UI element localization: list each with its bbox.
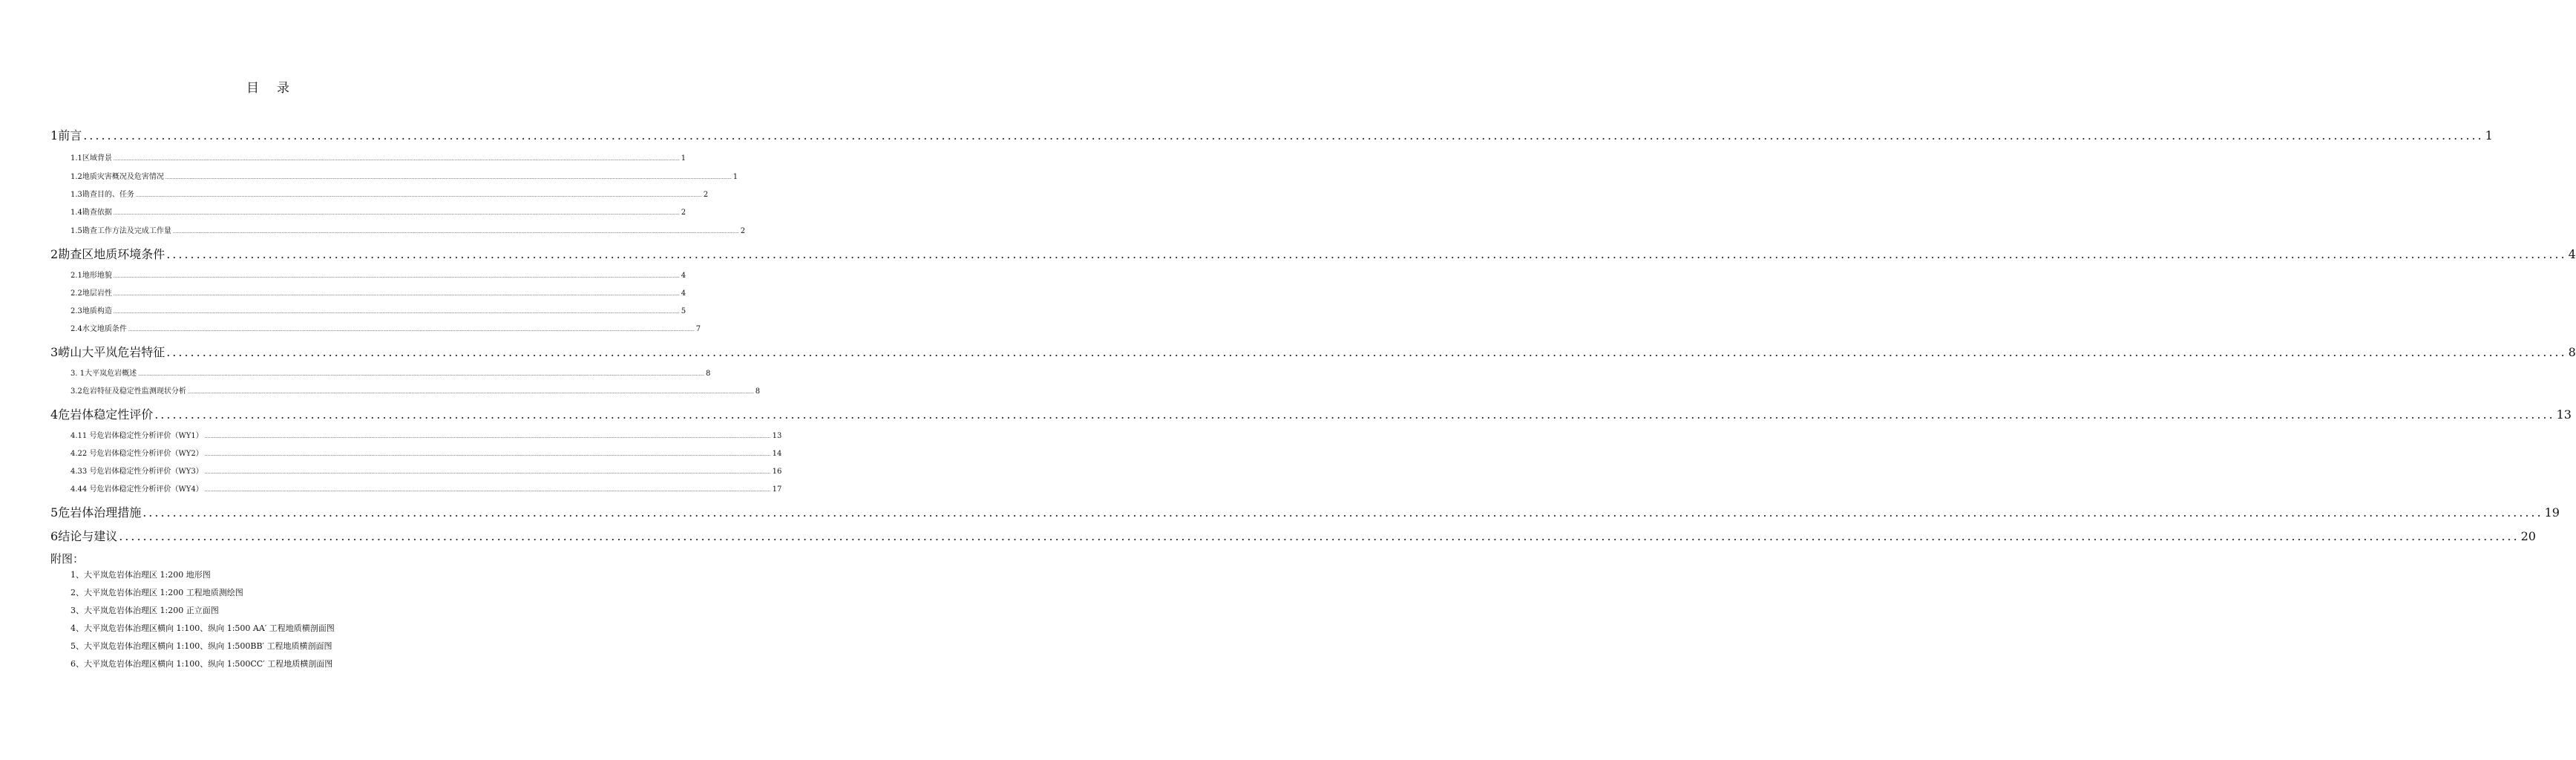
appendix-item: 6、大平岚危岩体治理区横向 1:100、纵向 1:500CC′ 工程地质横剖面图 xyxy=(71,659,333,669)
toc-entry-number: 5 xyxy=(50,505,59,520)
toc-entry-page: 8 xyxy=(2568,345,2576,359)
toc-entry[interactable] xyxy=(71,322,701,334)
toc-entry-number: 4.3 xyxy=(71,468,82,476)
toc-entry-page: 4 xyxy=(681,272,686,280)
toc-entry-label: 水文地质条件 xyxy=(82,325,127,333)
toc-leader-dots: ................................................................................................................................................................................................................................................................................................................................................................................................................ xyxy=(119,529,2520,543)
toc-entry-page: 1 xyxy=(2485,128,2493,142)
toc-entry[interactable] xyxy=(50,405,2572,423)
toc-entry[interactable] xyxy=(71,269,686,281)
toc-entry-number: 1.5 xyxy=(71,227,82,235)
toc-entry[interactable] xyxy=(71,188,709,200)
toc-entry-page: 2 xyxy=(703,191,709,199)
toc-leader-dots: ................................................................................................................................................................................................................................................................................................................................................................................................................ xyxy=(142,505,2543,520)
toc-entry-number: 2 xyxy=(50,247,59,261)
toc-entry-page: 1 xyxy=(681,154,686,163)
toc-entry[interactable] xyxy=(71,429,782,441)
toc-leader-dots: ................................................................................................................................................................................................................................................................................................................................................................................................................ xyxy=(204,488,771,493)
toc-leader-dots: ................................................................................................................................................................................................................................................................................................................................................................................................................ xyxy=(113,309,680,315)
toc-entry-label: 1 号危岩体稳定性分析评价（WY1） xyxy=(82,432,203,440)
toc-entry-label: 大平岚危岩概述 xyxy=(85,370,137,378)
toc-entry-page: 4 xyxy=(2568,247,2576,261)
toc-entry-label: 勘查依据 xyxy=(82,209,112,217)
toc-entry-label: 2 号危岩体稳定性分析评价（WY2） xyxy=(82,450,203,458)
toc-entry-label: 4 号危岩体稳定性分析评价（WY4） xyxy=(82,485,203,494)
toc-entry-page: 7 xyxy=(695,325,701,333)
toc-entry-number: 1.3 xyxy=(71,191,82,199)
toc-leader-dots: ................................................................................................................................................................................................................................................................................................................................................................................................................ xyxy=(138,372,704,377)
toc-entry[interactable] xyxy=(71,206,686,217)
appendix-item: 4、大平岚危岩体治理区横向 1:100、纵向 1:500 AA′ 工程地质横剖面图 xyxy=(71,623,335,633)
toc-entry-label: 勘查工作方法及完成工作量 xyxy=(82,227,171,235)
toc-leader-dots: ................................................................................................................................................................................................................................................................................................................................................................................................................ xyxy=(113,274,680,279)
toc-entry-number: 3.2 xyxy=(71,387,82,396)
toc-entry-number: 1.1 xyxy=(71,154,82,163)
toc-leader-dots: ................................................................................................................................................................................................................................................................................................................................................................................................................ xyxy=(204,470,771,475)
toc-entry-number: 2.1 xyxy=(71,272,82,280)
toc-entry-label: 结论与建议 xyxy=(58,529,118,543)
toc-entry-number: 2.2 xyxy=(71,289,82,298)
toc-entry[interactable] xyxy=(71,224,746,236)
toc-leader-dots: ................................................................................................................................................................................................................................................................................................................................................................................................................ xyxy=(166,345,2567,359)
page-title-char-1: 目 xyxy=(246,81,260,96)
toc-entry[interactable] xyxy=(71,367,711,379)
toc-entry-page: 14 xyxy=(772,450,782,458)
toc-entry-page: 2 xyxy=(681,209,686,217)
toc-leader-dots: ................................................................................................................................................................................................................................................................................................................................................................................................................ xyxy=(113,292,680,297)
toc-entry[interactable] xyxy=(50,503,2560,521)
toc-entry[interactable] xyxy=(71,286,686,298)
toc-entry-label: 危岩体治理措施 xyxy=(58,505,142,520)
toc-entry-number: 4.4 xyxy=(71,485,82,494)
toc-leader-dots: ................................................................................................................................................................................................................................................................................................................................................................................................................ xyxy=(166,247,2567,261)
toc-entry-number: 3 xyxy=(50,345,59,359)
toc-entry-label: 3 号危岩体稳定性分析评价（WY3） xyxy=(82,468,203,476)
appendix-item: 2、大平岚危岩体治理区 1:200 工程地质测绘图 xyxy=(71,588,243,597)
toc-entry-number: 4 xyxy=(50,407,59,422)
toc-leader-dots: ................................................................................................................................................................................................................................................................................................................................................................................................................ xyxy=(165,175,732,180)
toc-entry-page: 19 xyxy=(2544,505,2560,520)
toc-entry-label: 地形地貌 xyxy=(82,272,112,280)
toc-entry-number: 2.4 xyxy=(71,325,82,333)
toc-entry-page: 8 xyxy=(755,387,761,396)
toc-leader-dots: ................................................................................................................................................................................................................................................................................................................................................................................................................ xyxy=(204,452,771,457)
toc-leader-dots: ................................................................................................................................................................................................................................................................................................................................................................................................................ xyxy=(187,390,754,395)
toc-entry-number: 4.1 xyxy=(71,432,82,440)
toc-entry-page: 16 xyxy=(772,468,782,476)
appendix-item: 1、大平岚危岩体治理区 1:200 地形图 xyxy=(71,570,211,580)
toc-entry-number: 1 xyxy=(50,128,59,142)
toc-entry-page: 8 xyxy=(705,370,711,378)
toc-entry-page: 4 xyxy=(681,289,686,298)
page-title xyxy=(0,77,537,96)
toc-entry-label: 地质构造 xyxy=(82,307,112,315)
toc-entry-number: 1.2 xyxy=(71,173,82,181)
toc-entry-label: 前言 xyxy=(58,128,82,142)
appendix-title: 附图： xyxy=(50,552,85,566)
appendix-item: 5、大平岚危岩体治理区横向 1:100、纵向 1:500BB′ 工程地质横剖面图 xyxy=(71,641,332,651)
toc-entry-number: 2.3 xyxy=(71,307,82,315)
appendix-item: 3、大平岚危岩体治理区 1:200 正立面图 xyxy=(71,606,219,615)
toc-entry[interactable] xyxy=(50,527,2536,545)
toc-entry-label: 地质灾害概况及危害情况 xyxy=(82,173,164,181)
toc-entry[interactable] xyxy=(71,304,686,316)
toc-entry[interactable] xyxy=(71,151,686,163)
toc-entry[interactable] xyxy=(71,447,782,459)
toc-entry-label: 危岩特征及稳定性监测现状分析 xyxy=(82,387,186,396)
toc-leader-dots: ................................................................................................................................................................................................................................................................................................................................................................................................................ xyxy=(128,327,695,332)
toc-entry-label: 勘查目的、任务 xyxy=(82,191,134,199)
toc-entry-page: 5 xyxy=(681,307,686,315)
toc-leader-dots: ................................................................................................................................................................................................................................................................................................................................................................................................................ xyxy=(113,157,680,162)
toc-entry-page: 2 xyxy=(740,227,746,235)
toc-entry-page: 13 xyxy=(2556,407,2572,422)
toc-entry-label: 勘查区地质环境条件 xyxy=(58,247,165,261)
toc-entry[interactable] xyxy=(50,245,2576,263)
toc-entry-label: 区域背景 xyxy=(82,154,112,163)
toc-entry-number: 3. 1 xyxy=(71,370,85,378)
toc-entry[interactable] xyxy=(71,384,761,396)
toc-entry-number: 1.4 xyxy=(71,209,82,217)
toc-entry-number: 6 xyxy=(50,529,59,543)
toc-entry-number: 4.2 xyxy=(71,450,82,458)
toc-entry-page: 13 xyxy=(772,432,782,440)
toc-entry[interactable] xyxy=(50,343,2576,361)
toc-leader-dots: ................................................................................................................................................................................................................................................................................................................................................................................................................ xyxy=(83,128,2484,142)
toc-leader-dots: ................................................................................................................................................................................................................................................................................................................................................................................................................ xyxy=(172,229,739,235)
toc-entry[interactable] xyxy=(71,465,782,476)
toc-entry-page: 17 xyxy=(772,485,782,494)
toc-entry-label: 崂山大平岚危岩特征 xyxy=(58,345,165,359)
toc-entry-label: 地层岩性 xyxy=(82,289,112,298)
toc-leader-dots: ................................................................................................................................................................................................................................................................................................................................................................................................................ xyxy=(113,211,680,216)
toc-leader-dots: ................................................................................................................................................................................................................................................................................................................................................................................................................ xyxy=(204,434,771,439)
toc-entry-page: 20 xyxy=(2520,529,2536,543)
toc-entry-label: 危岩体稳定性评价 xyxy=(58,407,154,422)
toc-entry[interactable] xyxy=(71,482,782,494)
page-title-char-2: 录 xyxy=(277,81,291,96)
toc-entry-page: 1 xyxy=(733,173,738,181)
toc-entry[interactable] xyxy=(50,126,2493,144)
toc-leader-dots: ................................................................................................................................................................................................................................................................................................................................................................................................................ xyxy=(154,407,2555,422)
toc-entry[interactable] xyxy=(71,170,738,182)
toc-leader-dots: ................................................................................................................................................................................................................................................................................................................................................................................................................ xyxy=(135,193,702,198)
